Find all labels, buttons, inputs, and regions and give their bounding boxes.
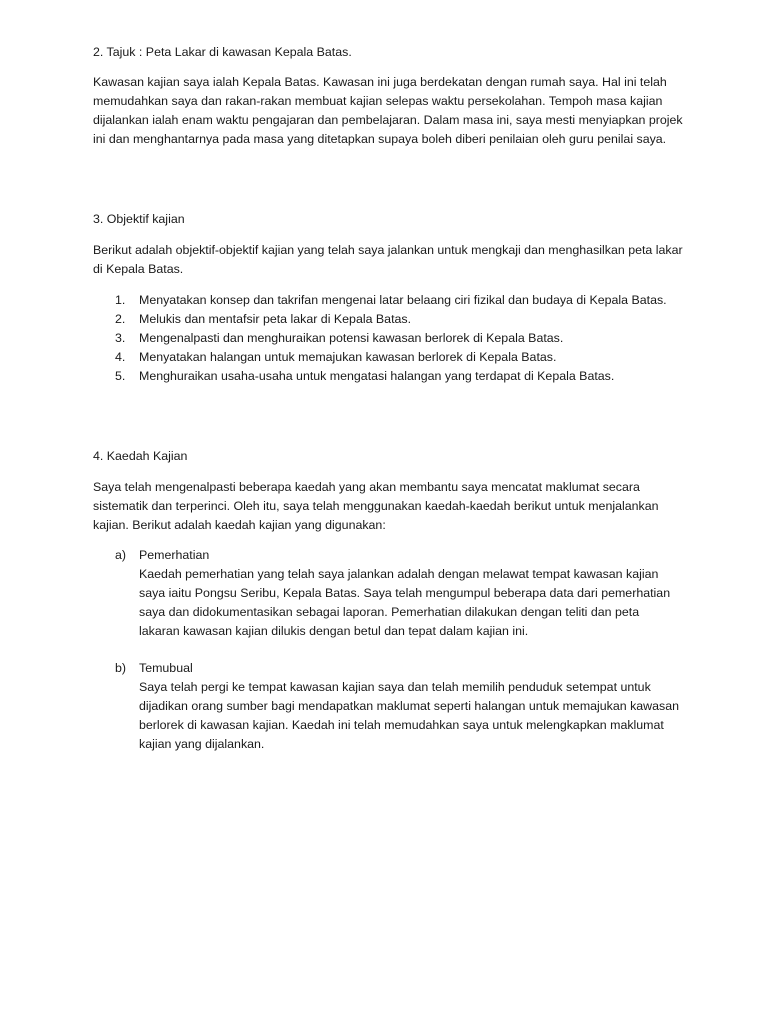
method-body: Saya telah pergi ke tempat kawasan kajian saya dan telah memilih penduduk setempat untuk dijadikan orang sumber bagi mendapatkan maklumat seperti halangan untuk memajukan kawasan berlorek di kawasan kajian. Kaedah ini telah memudahkan saya untuk melengkapkan maklumat kajian yang dijalankan. [139, 680, 680, 751]
list-item-text: Melukis dan mentafsir peta lakar di Kepala Batas. [139, 312, 412, 326]
list-marker: 5. [115, 369, 126, 383]
list-item [93, 348, 683, 367]
section-4-intro: Saya telah mengenalpasti beberapa kaedah yang akan membantu saya mencatat maklumat secara sistematik dan terperinci. Oleh itu, saya telah menggunakan kaedah-kaedah berikut untuk menjalankan kajian. Berikut adalah kaedah kajian yang digunakan: [93, 480, 659, 532]
list-item-text: Menyatakan konsep dan takrifan mengenai latar belaang ciri fizikal dan budaya di Kepala Batas. [139, 293, 667, 307]
method-marker: b) [115, 661, 127, 675]
section-4-heading: 4. Kaedah Kajian [93, 449, 188, 463]
list-marker: 4. [115, 350, 126, 364]
list-marker: 1. [115, 293, 126, 307]
list-item [93, 329, 683, 348]
list-item [93, 367, 683, 386]
section-2-heading: 2. Tajuk : Peta Lakar di kawasan Kepala Batas. [93, 45, 352, 59]
method-temubual [93, 659, 683, 754]
list-marker: 3. [115, 331, 126, 345]
method-title: Temubual [139, 661, 193, 675]
objectives-list [93, 291, 683, 386]
method-marker: a) [115, 548, 127, 562]
method-pemerhatian [93, 546, 683, 641]
section-3-intro: Berikut adalah objektif-objektif kajian yang telah saya jalankan untuk mengkaji dan menghasilkan peta lakar di Kepala Batas. [93, 243, 683, 276]
list-marker: 2. [115, 312, 126, 326]
section-3-heading: 3. Objektif kajian [93, 212, 185, 226]
list-item [93, 291, 683, 310]
method-title: Pemerhatian [139, 548, 210, 562]
list-item [93, 310, 683, 329]
method-body: Kaedah pemerhatian yang telah saya jalankan adalah dengan melawat tempat kawasan kajian saya iaitu Pongsu Seribu, Kepala Batas. Saya telah mengumpul beberapa data dari pemerhatian saya dan didokumentasikan sebagai laporan. Pemerhatian dilakukan dengan teliti dan peta lakaran kawasan kajian dilukis dengan betul dan tepat dalam kajian ini. [139, 567, 671, 638]
list-item-text: Menyatakan halangan untuk memajukan kawasan berlorek di Kepala Batas. [139, 350, 557, 364]
list-item-text: Menghuraikan usaha-usaha untuk mengatasi halangan yang terdapat di Kepala Batas. [139, 369, 615, 383]
list-item-text: Mengenalpasti dan menghuraikan potensi kawasan berlorek di Kepala Batas. [139, 331, 564, 345]
section-2-paragraph: Kawasan kajian saya ialah Kepala Batas. Kawasan ini juga berdekatan dengan rumah saya. Hal ini telah memudahkan saya dan rakan-rakan membuat kajian selepas waktu persekolahan. Tempoh masa kajian dijalankan ialah enam waktu pengajaran dan pembelajaran. Dalam masa ini, saya mesti menyiapkan projek ini dan menghantarnya pada masa yang ditetapkan supaya boleh diberi penilaian oleh guru penilai saya. [93, 75, 683, 146]
